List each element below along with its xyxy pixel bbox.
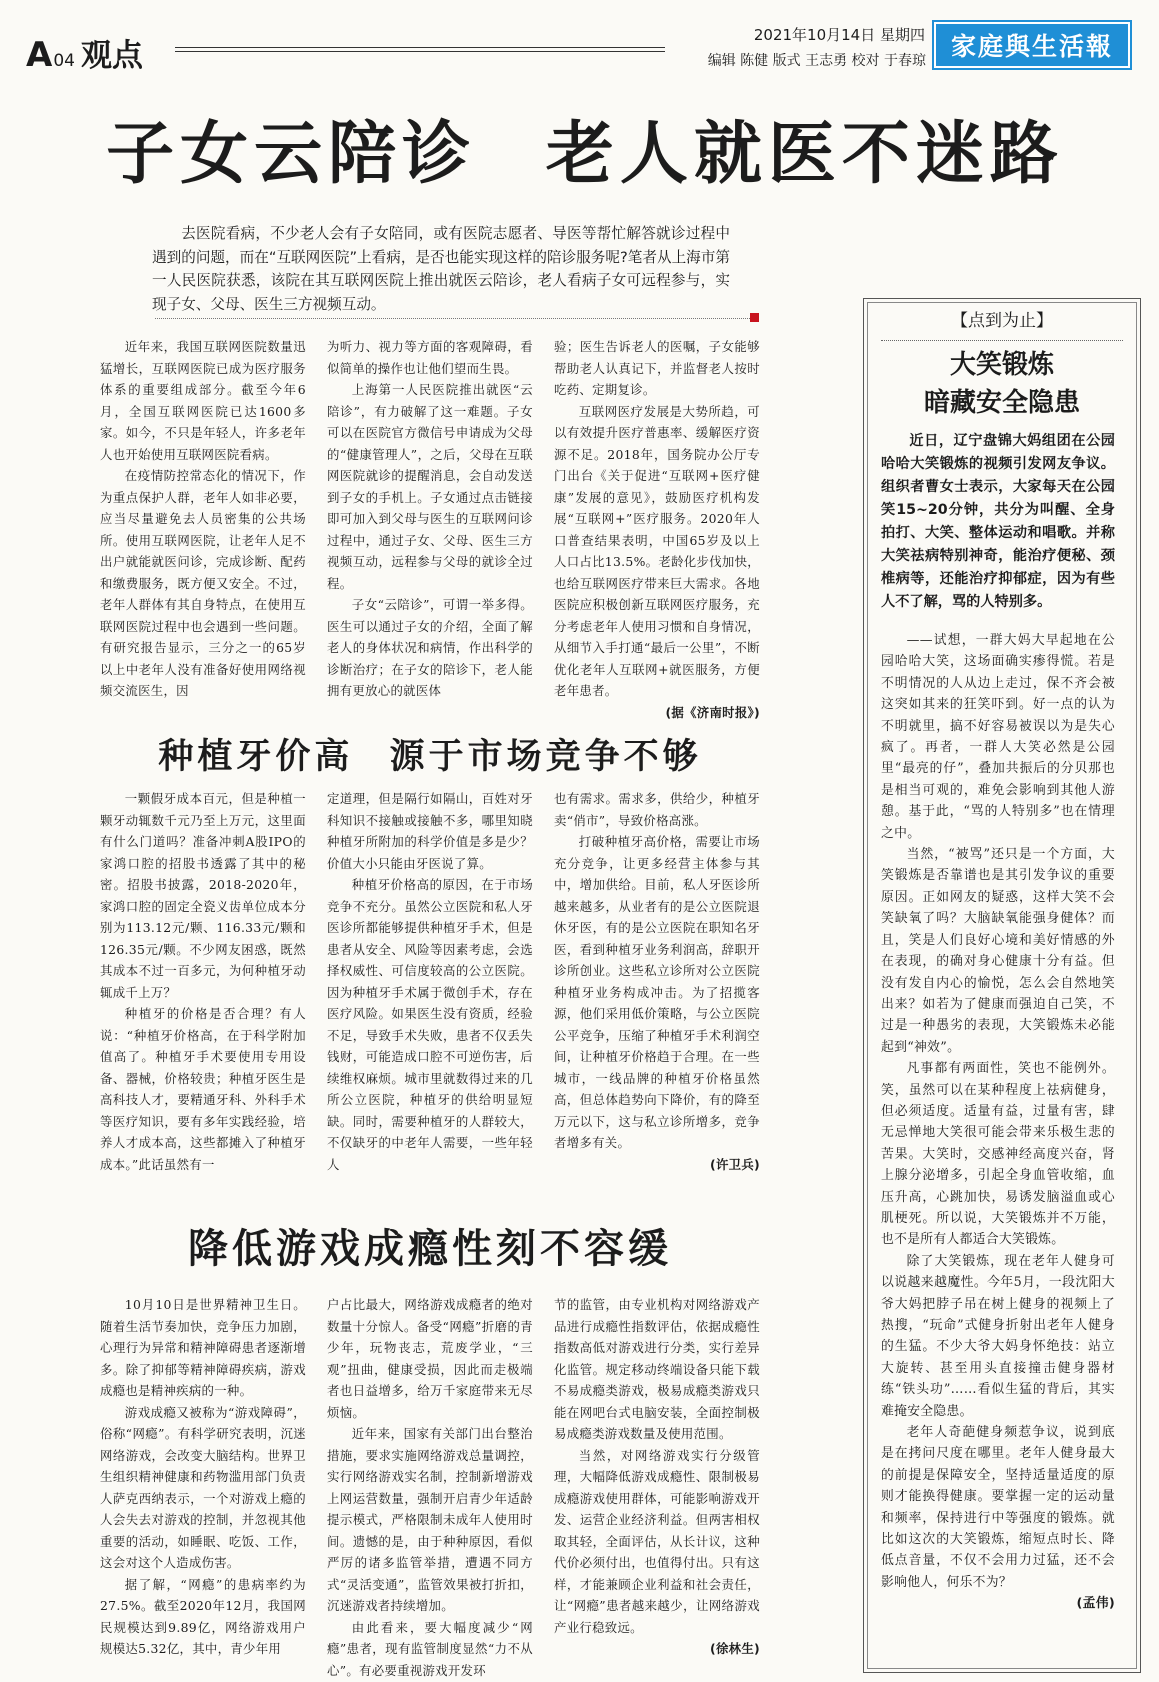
- paragraph: 10月10日是世界精神卫生日。随着生活节奏加快，竞争压力加剧，心理行为异常和精神障碍患者逐渐增多。除了抑郁等精神障碍疾病，游戏成瘾也是精神疾病的一种。: [100, 1297, 306, 1398]
- paragraph: 定道理，但是隔行如隔山，百姓对牙科知识不接触或接触不多，哪里知晓种植牙所附加的科学价值是多是少？价值大小只能由牙医说了算。: [327, 791, 533, 871]
- section-name: 观点: [80, 38, 143, 74]
- intro-dotted-rule: [155, 318, 752, 319]
- article2-column-2: [327, 788, 533, 1175]
- lead-column-1: [100, 336, 306, 702]
- article2-column-3: [554, 788, 760, 1175]
- lead-column-3: [554, 336, 760, 723]
- paragraph: 也有需求。需求多，供给少，种植牙卖“俏市”，导致价格高涨。: [554, 791, 760, 828]
- paragraph: 互联网医疗发展是大势所趋，可以有效提升医疗普惠率、缓解医疗资源不足。2018年，国务院办公厅专门出台《关于促进“互联网+医疗健康”发展的意见》，鼓励医疗机构发展“互联网+”医疗服务。2020年人口普查结果表明，中国65岁及以上人口占比13.5%。老龄化步伐加快，也给互联网医疗带来巨大需求。各地医院应积极创新互联网医疗服务，充分考虑老年人使用习惯和自身情况，从细节入手打通“最后一公里”，不断优化老年人互联网+就医服务，方便老年患者。: [554, 403, 760, 698]
- sidebar-headline-line-2: 暗藏安全隐患: [923, 388, 1080, 418]
- paragraph: 户占比最大，网络游戏成瘾者的绝对数量十分惊人。备受“网瘾”折磨的青少年，玩物丧志，荒废学业，“三观”扭曲，健康受损，因此而走极端者也日益增多，给万千家庭带来无尽烦恼。: [327, 1297, 533, 1420]
- paragraph: ——试想，一群大妈大早起地在公园哈哈大笑，这场面确实瘆得慌。若是不明情况的人从边上走过，保不齐会被这突如其来的狂笑吓到。好一点的认为不明就里，搞不好容易被误以为是失心疯了。再者，一群人大笑必然是公园里“最亮的仔”，叠加共振后的分贝那也是相当可观的，难免会影响到其他人游憩。基于此，“骂的人特别多”也在情理之中。: [881, 633, 1115, 841]
- paragraph: 除了大笑锻炼，现在老年人健身可以说越来越魔性。今年5月，一段沈阳大爷大妈把脖子吊在树上健身的视频上了热搜，“玩命”式健身折射出老年人健身的生猛。不少大爷大妈身怀绝技：站立大旋转、甚至用头直接撞击健身器材练“铁头功”……看似生猛的背后，其实难掩安全隐患。: [881, 1253, 1115, 1419]
- sidebar-intro: 近日，辽宁盘锦大妈组团在公园哈哈大笑锻炼的视频引发网友争议。组织者曹女士表示，大家每天在公园笑15~20分钟，共分为叫醒、全身拍打、大笑、整体运动和唱歌。并称大笑祛病特别神奇，能治疗便秘、颈椎病等，还能治疗抑郁症，因为有些人不了解，骂的人特别多。: [881, 433, 1115, 610]
- header-rule: [175, 47, 665, 48]
- paragraph: 凡事都有两面性，笑也不能例外。笑，虽然可以在某种程度上祛病健身，但必须适度。适量有益，过量有害，肆无忌惮地大笑很可能会带来乐极生悲的苦果。大笑时，交感神经高度兴奋，肾上腺分泌增多，引起全身血管收缩，血压升高，心跳加快，易诱发脑溢血或心肌梗死。所以说，大笑锻炼并不万能，也不是所有人都适合大笑锻炼。: [881, 1061, 1115, 1248]
- lead-intro: 去医院看病，不少老人会有子女陪同，或有医院志愿者、导医等帮忙解答就诊过程中遇到的问题，而在“互联网医院”上看病，是否也能实现这样的陪诊服务呢?笔者从上海市第一人民医院获悉，该院在其互联网医院上推出就医云陪诊，老人看病子女可远程参与，实现子女、父母、医生三方视频互动。: [152, 225, 730, 313]
- paragraph: 在疫情防控常态化的情况下，作为重点保护人群，老年人如非必要，应当尽量避免去人员密集的公共场所。使用互联网医院，让老年人足不出户就能就医问诊，完成诊断、配药和缴费服务，既方便又安全。不过，老年人群体有其自身特点，在使用互联网医院过程中也会遇到一些问题。有研究报告显示，三分之一的65岁以上中老年人没有准备好使用网络视频交流医生，因: [100, 468, 306, 698]
- source-credit: (徐林生): [710, 1641, 760, 1656]
- article2-headline: 种植牙价高 源于市场竞争不够: [158, 736, 702, 777]
- source-credit: (孟伟): [1076, 1596, 1115, 1612]
- sidebar-rubric: 【点到为止】: [951, 311, 1053, 331]
- intro-end-marker: [750, 313, 759, 322]
- issue-date: 2021年10月14日 星期四: [753, 26, 925, 44]
- paragraph: 据了解，“网瘾”的患病率约为27.5%。截至2020年12月，我国网民规模达到9.89亿，网络游戏用户规模达5.32亿，其中，青少年用: [100, 1576, 306, 1656]
- page-number: 04: [53, 51, 75, 71]
- paragraph: 一颗假牙成本百元，但是种植一颗牙动辄数千元乃至上万元，这里面有什么门道吗？准备冲刺A股IPO的家鸿口腔的招股书透露了其中的秘密。招股书披露，2018-2020年，家鸿口腔的固定全瓷义齿单位成本分别为113.12元/颗、116.33元/颗和126.35元/颗。不少网友困惑，既然其成本不过一百多元，为何种植牙动辄成千上万？: [100, 791, 306, 1000]
- paragraph: 由此看来，要大幅度减少“网瘾”患者，现有监管制度显然“力不从心”。有必要重视游戏开发环: [327, 1619, 533, 1678]
- paragraph: 打破种植牙高价格，需要让市场充分竞争，让更多经营主体参与其中，增加供给。目前，私人牙医诊所越来越多，从业者有的是公立医院退休牙医，有的是公立医院在职知名牙医，看到种植牙业务利润高，辞职开诊所创业。这些私立诊所对公立医院种植牙业务构成冲击。为了招揽客源，他们采用低价策略，与公立医院公平竞争，压缩了种植牙手术利润空间，让种植牙价格趋于合理。在一些城市，一线品牌的种植牙价格虽然高，但总体趋势向下降价，有的降至万元以下，这与私立诊所增多，竞争者增多有关。: [554, 834, 760, 1150]
- section-code: A: [26, 35, 53, 75]
- credits-line: 编辑 陈健 版式 王志勇 校对 于春琼: [707, 53, 926, 69]
- paragraph: 近年来，国家有关部门出台整治措施，要求实施网络游戏总量调控，实行网络游戏实名制，控制新增游戏上网运营数量，强制开启青少年适龄提示模式，严格限制未成年人使用时间。遗憾的是，由于种种原因，看似严厉的诸多监管举措，遭遇不同方式“灵活变通”，监管效果被打折扣，沉迷游戏者持续增加。: [327, 1426, 533, 1613]
- section-label: [26, 30, 143, 75]
- paragraph: 近年来，我国互联网医院数量迅猛增长，互联网医院已成为医疗服务体系的重要组成部分。截至今年6月，全国互联网医院已达1600多家。如今，不只是年轻人，许多老年人也开始使用互联网医院看病。: [100, 339, 306, 462]
- sidebar-rubric-rule: [881, 340, 1123, 341]
- lead-headline: 子女云陪诊 老人就医不迷路: [106, 114, 1064, 194]
- sidebar-body: [881, 630, 1115, 1615]
- article3-column-1: [100, 1294, 306, 1660]
- source-credit: (许卫兵): [710, 1156, 760, 1172]
- paragraph: 子女“云陪诊”，可谓一举多得。医生可以通过子女的介绍，全面了解老人的身体状况和病情，作出科学的诊断治疗；在子女的陪诊下，老人能拥有更放心的就医体: [327, 597, 533, 698]
- paragraph: 老年人奇葩健身频惹争议，说到底是在拷问尺度在哪里。老年人健身最大的前提是保障安全，坚持适量适度的原则才能换得健康。要掌握一定的运动量和频率，保持进行中等强度的锻炼。就比如这次的大笑锻炼，缩短点时长、降低点音量，不仅不会用力过猛，还不会影响他人，何乐不为？: [881, 1425, 1115, 1590]
- article3-column-2: [327, 1294, 533, 1681]
- paragraph: 当然，对网络游戏实行分级管理，大幅降低游戏成瘾性、限制极易成瘾游戏使用群体，可能影响游戏开发、运营企业经济利益。但两害相权取其轻，全面评估，从长计议，这种代价必须付出，也值得付出。只有这样，才能兼顾企业利益和社会责任，让“网瘾”患者越来越少，让网络游戏产业行稳致远。: [554, 1447, 760, 1635]
- source-credit: (据《济南时报》): [665, 704, 760, 720]
- paragraph: 游戏成瘾又被称为“游戏障碍”，俗称“网瘾”。有科学研究表明，沉迷网络游戏，会改变大脑结构。世界卫生组织精神健康和药物滥用部门负责人萨克西纳表示，一个对游戏上瘾的人会失去对游戏的控制，并忽视其他重要的活动，如睡眠、吃饭、工作，这会对这个人造成伤害。: [100, 1404, 306, 1570]
- article2-column-1: [100, 788, 306, 1175]
- article3-column-3: [554, 1294, 760, 1660]
- paragraph: 种植牙价格高的原因，在于市场竞争不充分。虽然公立医院和私人牙医诊所都能够提供种植牙手术，但是患者从安全、风险等因素考虑，会选择权威性、可信度较高的公立医院。因为种植牙手术属于微创手术，存在医疗风险。如果医生没有资质，经验不足，导致手术失败，患者不仅丢失钱财，可能造成口腔不可逆伤害，后续维权麻烦。城市里就数得过来的几所公立医院，种植牙的供给明显短缺。同时，需要种植牙的人群较大，不仅缺牙的中老年人需要，一些年轻人: [327, 877, 533, 1172]
- paragraph: 为听力、视力等方面的客观障碍，看似简单的操作也让他们望而生畏。: [327, 339, 533, 376]
- paragraph: 上海第一人民医院推出就医“云陪诊”，有力破解了这一难题。子女可以在医院官方微信号申请成为父母的“健康管理人”，之后，父母在互联网医院就诊的提醒消息，会自动发送到子女的手机上。子女通过点击链接即可加入到父母与医生的互联网问诊过程中，通过子女、父母、医生三方视频互动，远程参与父母的就诊全过程。: [327, 382, 533, 591]
- header-rule-2: [175, 51, 665, 52]
- article3-headline: 降低游戏成瘾性刻不容缓: [188, 1225, 672, 1272]
- lead-column-2: [327, 336, 533, 702]
- sidebar-headline-line-1: 大笑锻炼: [949, 350, 1054, 380]
- paragraph: 当然，“被骂”还只是一个方面，大笑锻炼是否靠谱也是其引发争议的重要原因。正如网友的疑惑，这样大笑不会笑缺氧了吗？大脑缺氧能强身健体？而且，笑是人们良好心境和美好情感的外在表现，的确对身心健康十分有益。但没有发自内心的愉悦，怎么会自然地笑出来？如若为了健康而强迫自己笑，不过是一种愚劣的表现，大笑锻炼未必能起到“神效”。: [881, 847, 1115, 1055]
- paragraph: 验；医生告诉老人的医嘱，子女能够帮助老人认真记下，并监督老人按时吃药、定期复诊。: [554, 339, 760, 397]
- paragraph: 节的监管，由专业机构对网络游戏产品进行成瘾性指数评估，依据成瘾性指数高低对游戏进行分类，实行差异化监管。规定移动终端设备只能下载不易成瘾类游戏，极易成瘾类游戏只能在网吧台式电脑安装，全面控制极易成瘾类游戏数量及使用范围。: [554, 1297, 760, 1441]
- sidebar-headline: [875, 346, 1129, 422]
- paragraph: 种植牙的价格是否合理？有人说：“种植牙价格高，在于科学附加值高了。种植牙手术要使用专用设备、器械，价格较贵；种植牙医生是高科技人才，要精通牙科、外科手术等医疗知识，要有多年实践经验，培养人才成本高，这些都摊入了种植牙成本。”此话虽然有一: [100, 1006, 306, 1172]
- masthead-text: 家庭與生活報: [950, 32, 1113, 61]
- masthead-logo: [932, 20, 1132, 70]
